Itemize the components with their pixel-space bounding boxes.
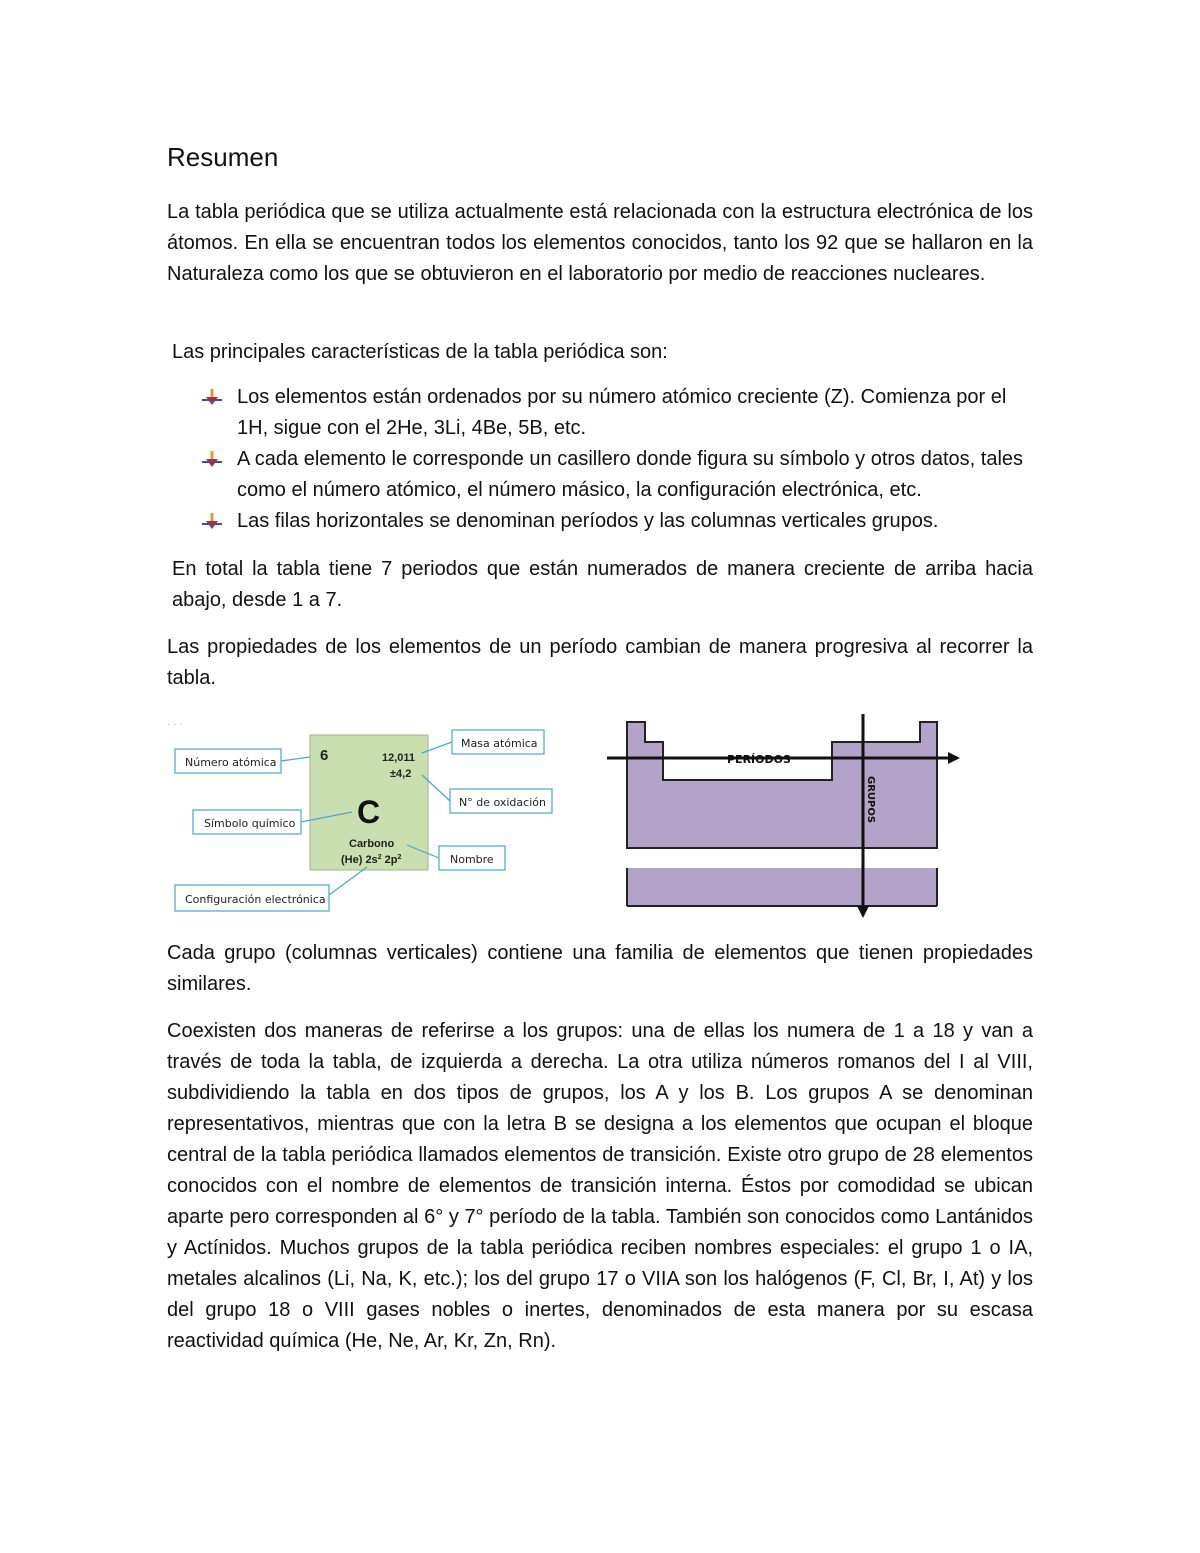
element-box-diagram <box>167 715 567 915</box>
label-symbol: Símbolo químico <box>204 817 296 830</box>
arrow-down-bullet-icon <box>201 450 223 470</box>
arrow-down-bullet-icon <box>201 388 223 408</box>
groups-detail-paragraph: Coexisten dos maneras de referirse a los grupos: una de ellas los numera de 1 a 18 y van a través de toda la tabla, de izquierda a derecha. La otra utiliza números romanos del I al VIII, subdividiendo la tabla en dos tipos de grupos, los A y los B. Los grupos A se denominan representativos, mientras que con la letra B se designa a los elementos que ocupan el bloque central de la tabla periódica llamados elementos de transición. Existe otro grupo de 28 elementos conocidos con el nombre de elementos de transición interna. Éstos por comodidad se ubican aparte pero corresponden al 6° y 7° período de la tabla. También son conocidos como Lantánidos y Actínidos. Muchos grupos de la tabla periódica reciben nombres especiales: el grupo 1 o IA, metales alcalinos (Li, Na, K, etc.); los del grupo 17 o VIIA son los halógenos (F, Cl, Br, I, At) y los del grupo 18 o VIII gases nobles o inertes, denominados de esta manera por su escasa reactividad química (He, Ne, Ar, Kr, Zn, Rn). <box>167 1020 1033 1352</box>
label-mass: Masa atómica <box>461 737 538 750</box>
groups-paragraph: Cada grupo (columnas verticales) contiene una familia de elementos que tienen propiedades similares. <box>167 942 1033 995</box>
label-name: Nombre <box>450 853 494 866</box>
dots-text: · · · <box>167 719 183 730</box>
electron-config: (He) $2s^2$ $2p^2$ <box>341 854 402 866</box>
features-intro: Las principales características de la tabla periódica son: <box>172 341 668 363</box>
label-config: Configuración electrónica <box>185 893 326 906</box>
page-title: Resumen <box>167 142 279 172</box>
feature-text: Las filas horizontales se denominan períodos y las columnas verticales grupos. <box>237 510 939 532</box>
intro-paragraph: La tabla periódica que se utiliza actualmente está relacionada con la estructura electrónica de los átomos. En ella se encuentran todos los elementos conocidos, tanto los 92 que se hallaron en la Naturaleza como los que se obtuvieron en el laboratorio por medio de reacciones nucleares. <box>167 201 1033 285</box>
features-list <box>167 382 1033 537</box>
periods-paragraph: En total la tabla tiene 7 periodos que están numerados de manera creciente de arriba hacia abajo, desde 1 a 7. <box>172 558 1033 611</box>
list-item <box>167 506 1033 537</box>
label-oxidation: N° de oxidación <box>459 796 546 809</box>
element-name: Carbono <box>349 838 395 850</box>
down-arrow-icon <box>857 906 869 918</box>
list-item <box>167 382 1033 444</box>
oxidation-state: ±4,2 <box>390 768 412 780</box>
groups-label: GRUPOS <box>865 776 876 824</box>
atomic-mass: 12,011 <box>382 752 416 764</box>
right-arrow-icon <box>948 752 960 764</box>
periodic-table-schematic <box>605 710 965 925</box>
label-atomic-number: Número atómica <box>185 756 277 769</box>
element-symbol: C <box>357 794 381 830</box>
periods-label: PERÍODOS <box>727 753 791 766</box>
list-item <box>167 444 1033 506</box>
main-table-block <box>627 722 937 848</box>
feature-text: Los elementos están ordenados por su número atómico creciente (Z). Comienza por el 1H, sigue con el 2He, 3Li, 4Be, 5B, etc. <box>237 386 1007 439</box>
inner-transition-block <box>627 868 937 906</box>
atomic-number: 6 <box>320 747 329 764</box>
properties-paragraph: Las propiedades de los elementos de un período cambian de manera progresiva al recorrer la tabla. <box>167 636 1033 689</box>
feature-text: A cada elemento le corresponde un casillero donde figura su símbolo y otros datos, tales como el número atómico, el número másico, la configuración electrónica, etc. <box>237 448 1024 501</box>
arrow-down-bullet-icon <box>201 512 223 532</box>
